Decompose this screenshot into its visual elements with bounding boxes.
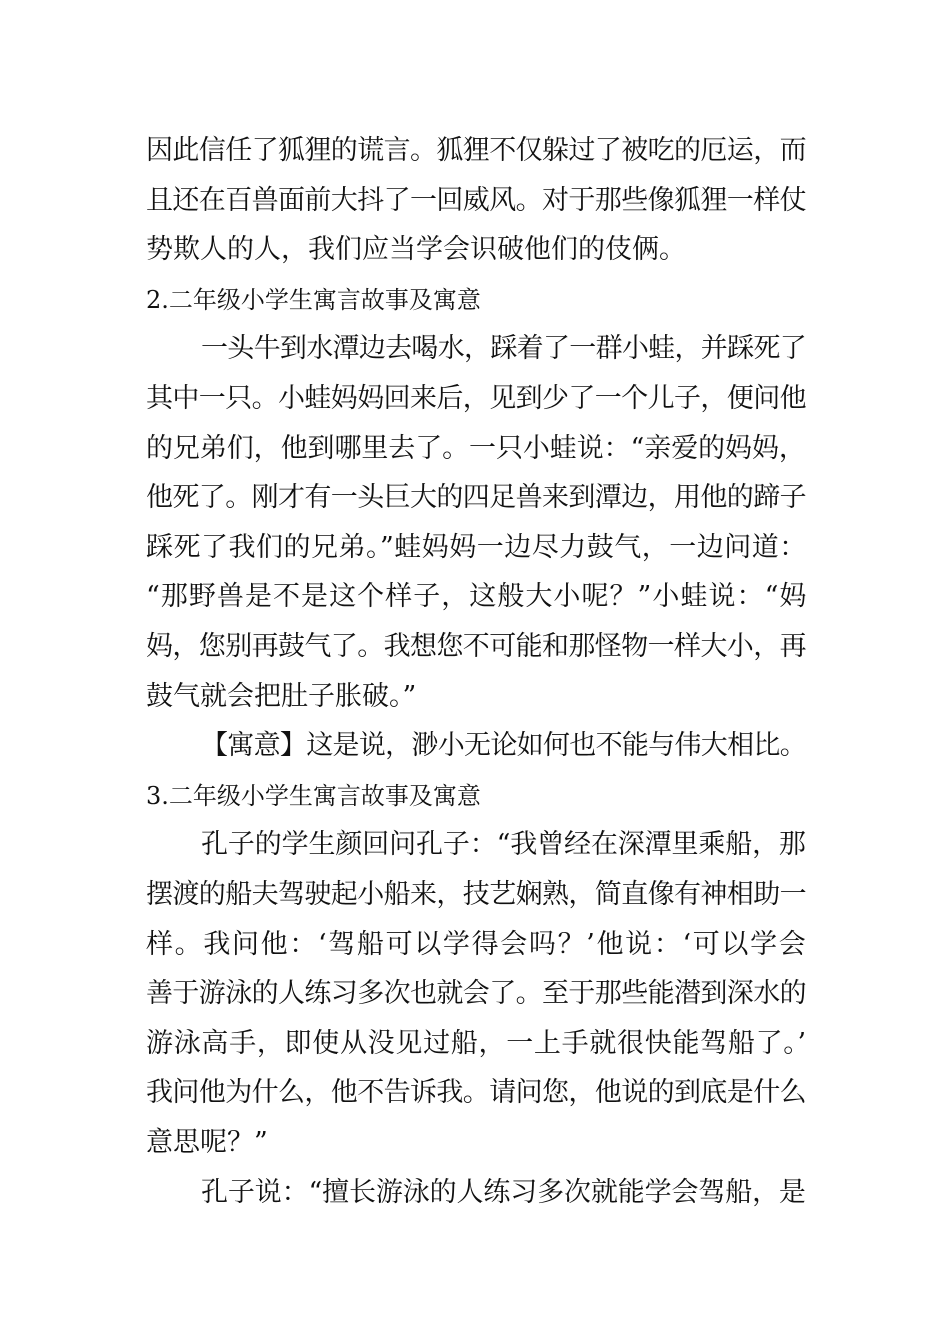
section-heading: 3.二年级小学生寓言故事及寓意 <box>146 781 481 810</box>
paragraph-line: 善于游泳的人练习多次也就会了。至于那些能潜到深水的 <box>146 978 806 1010</box>
paragraph-line: 鼓气就会把肚子胀破。” <box>146 680 417 712</box>
paragraph-line: 游泳高手，即使从没见过船，一上手就很快能驾船了。’ <box>146 1027 807 1059</box>
paragraph-line: 踩死了我们的兄弟。”蛙妈妈一边尽力鼓气，一边问道： <box>146 531 807 563</box>
paragraph-line: 势欺人的人，我们应当学会识破他们的伎俩。 <box>146 234 686 266</box>
section-heading: 2.二年级小学生寓言故事及寓意 <box>146 285 481 314</box>
paragraph-line: 且还在百兽面前大抖了一回威风。对于那些像狐狸一样仗 <box>146 184 806 216</box>
paragraph-line: 【寓意】这是说，渺小无论如何也不能与伟大相比。 <box>201 730 806 762</box>
paragraph-line: 摆渡的船夫驾驶起小船来，技艺娴熟，简直像有神相助一 <box>146 879 806 910</box>
paragraph-line: 其中一只。小蛙妈妈回来后，见到少了一个儿子，便问他 <box>146 383 806 414</box>
paragraph-line: 因此信任了狐狸的谎言。狐狸不仅躲过了被吃的厄运，而 <box>146 135 806 166</box>
paragraph-line: “那野兽是不是这个样子，这般大小呢？”小蛙说：“妈 <box>146 581 808 613</box>
paragraph-line: 孔子说：“擅长游泳的人练习多次就能学会驾船，是 <box>201 1176 806 1208</box>
paragraph-line: 我问他为什么，他不告诉我。请问您，他说的到底是什么 <box>146 1077 806 1109</box>
paragraph-line: 意思呢？” <box>146 1127 268 1158</box>
paragraph-line: 样。我问他：‘驾船可以学得会吗？’他说：‘可以学会 <box>146 928 808 960</box>
paragraph-line: 孔子的学生颜回问孔子：“我曾经在深潭里乘船，那 <box>201 829 806 861</box>
paragraph-line: 妈，您别再鼓气了。我想您不可能和那怪物一样大小，再 <box>146 631 806 662</box>
paragraph-line: 一头牛到水潭边去喝水，踩着了一群小蛙，并踩死了 <box>201 333 806 365</box>
paragraph-line: 他死了。刚才有一头巨大的四足兽来到潭边，用他的蹄子 <box>146 482 806 514</box>
paragraph-line: 的兄弟们，他到哪里去了。一只小蛙说：“亲爱的妈妈， <box>146 432 806 464</box>
